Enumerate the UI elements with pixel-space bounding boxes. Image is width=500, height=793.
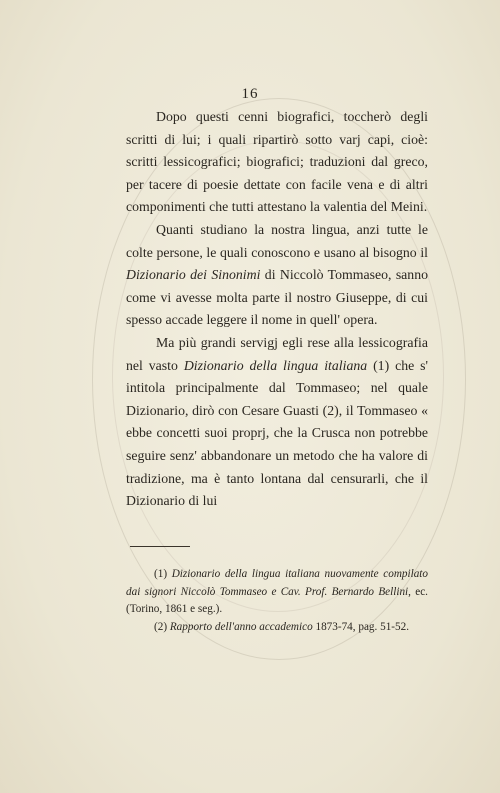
main-text [126, 106, 428, 513]
paragraph-1 [126, 106, 428, 219]
paragraph-2 [126, 219, 428, 332]
text-segment: di Niccolò Tommaseo, sanno come vi avesse molta parte il nostro Giuseppe, di cui spesso accade leggere il nome in quell' opera. [126, 267, 429, 328]
text-segment: (1) che s' intitola principalmente dal Tommaseo; nel quale Dizionario, dirò con Cesare Guasti (2), il Tommaseo « ebbe concetti suoi proprj, che la Crusca non potrebbe seguire senz' abbandonare un metodo che ha valore di tradizione, ma è tanto lontana dal censurarli, che il Dizionario di lui [126, 357, 428, 509]
footnote-text: , ec. (Torino, 1861 e seg.). [126, 585, 428, 615]
footnote-marker: (2) [154, 620, 170, 633]
italic-title-dizionario-lingua-italiana: Dizionario della lingua italiana [183, 357, 368, 373]
text-segment: Ma più grandi servigj egli rese alla lessicografia nel vasto [126, 334, 428, 373]
footnote-marker: (1) [154, 568, 172, 580]
page-number: 16 [241, 86, 259, 102]
footnote-italic-text: Rapporto dell'anno accademico [169, 620, 313, 633]
footnote-1 [126, 566, 428, 619]
text-segment: Quanti studiano la nostra lingua, anzi tutte le colte persone, le quali conoscono e usano al bisogno il [126, 221, 428, 260]
footnote-text: 1873-74, pag. 51-52. [312, 620, 409, 633]
text-segment: Dopo questi cenni biografici, toccherò degli scritti di lui; i quali ripartirò sotto varj capi, cioè: scritti lessicografici; biografici; traduzioni dal greco, per tacere di poesie dettate con facile vena e di altri componimenti che tutti attestano la valentia del Meini. [126, 109, 428, 215]
italic-title-dizionario-dei-sinonimi: Dizionario dei Sinonimi [126, 267, 261, 283]
footnote-divider [130, 546, 190, 547]
footnotes [126, 566, 428, 636]
footnote-2 [126, 619, 428, 637]
footnote-italic-text: Dizionario della lingua italiana nuovamente compilato dai signori Niccolò Tommaseo e Cav. Prof. Bernardo Bellini [126, 568, 428, 598]
paragraph-3 [126, 332, 428, 513]
